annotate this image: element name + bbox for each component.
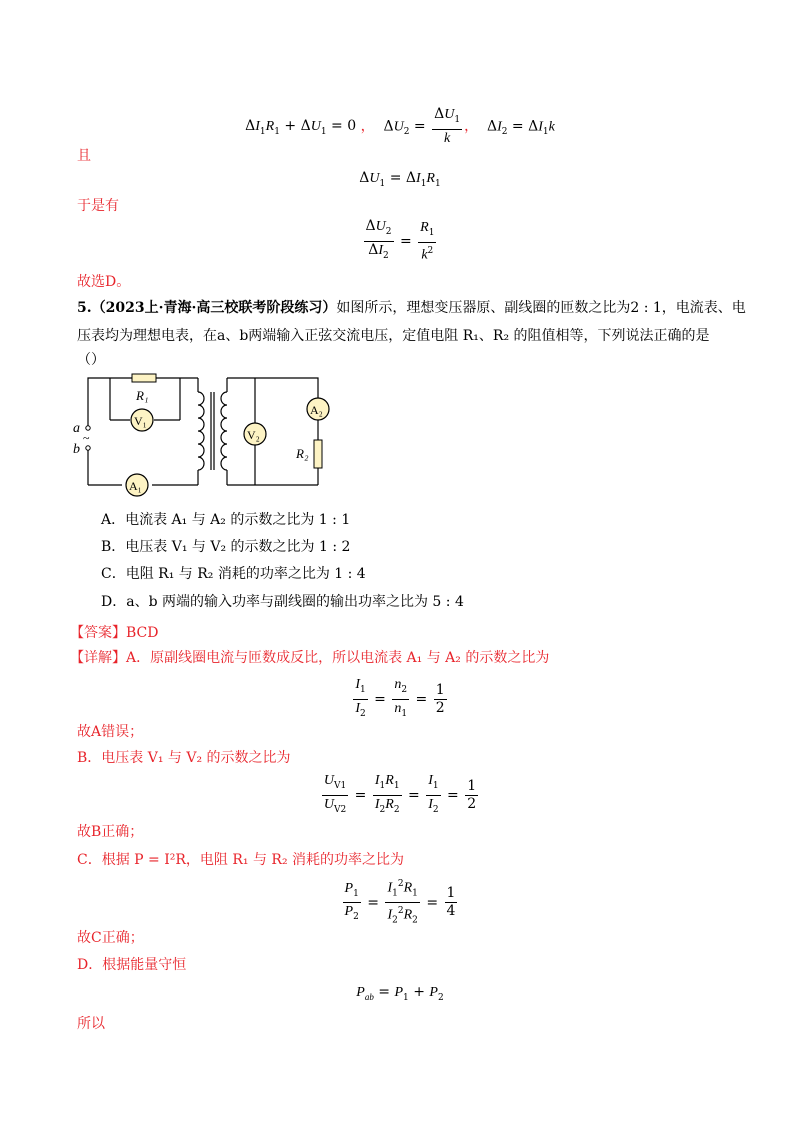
- question-source: （2023上·青海·高三校联考阶段练习）: [91, 300, 337, 316]
- equation-top-text: $\Delta I_1R_1 + \Delta U_1 = 0$: [245, 118, 361, 138]
- equation-du1: $\Delta U_1 = \Delta I_1R_1$: [359, 170, 441, 189]
- label-r1: R₁: [136, 388, 149, 403]
- gu-b: 故B正确；: [77, 824, 144, 840]
- detail-a-line: [70, 648, 549, 668]
- detail-c: C．根据 P = I²R，电阻 R₁ 与 R₂ 消耗的功率之比为: [77, 852, 405, 868]
- equation-i: $\frac{I_1}{I_2}$ = $\frac{n_2}{n_1}$ = $\frac{1}{2}$: [355, 677, 445, 719]
- question-5-line1: [77, 298, 746, 318]
- question-5-line2: 压表均为理想电表，在a、b两端输入正弦交流电压，定值电阻 R₁、R₂ 的阻值相等，下列说法正确的是: [77, 328, 710, 344]
- equation-u: $\frac{U_{V1}}{U_{V2}}$ = $\frac{I_1R_1}{I_2R_2}$ = $\frac{I_1}{I_2}$ = $\frac{1}{2}$: [323, 773, 477, 815]
- option-a: A．电流表 A₁ 与 A₂ 的示数之比为 1 : 1: [101, 512, 351, 528]
- terminal-a: [86, 426, 90, 430]
- text-qie: 且: [77, 148, 91, 164]
- label-v1: V₁: [134, 414, 147, 428]
- detail-b: B．电压表 V₁ 与 V₂ 的示数之比为: [77, 750, 291, 766]
- gu-c: 故C正确；: [77, 930, 144, 946]
- detail-label: 【详解】: [70, 650, 126, 666]
- question-text-1: 如图所示，理想变压器原、副线圈的匝数之比为2 : 1，电流表、电: [336, 300, 746, 316]
- option-c: C．电阻 R₁ 与 R₂ 消耗的功率之比为 1 : 4: [101, 566, 366, 582]
- text-suoyi: 所以: [77, 1016, 105, 1032]
- text-yushiyou: 于是有: [77, 198, 119, 214]
- label-v2: V₂: [247, 428, 260, 442]
- equation-p: $\frac{P_1}{P_2}$ = $\frac{I_1^2R_1}{I_2^2R_2}$ = $\frac{1}{4}$: [0, 876, 800, 930]
- detail-d: D．根据能量守恒: [77, 957, 187, 973]
- label-r2: R₂: [296, 446, 309, 461]
- detail-a-text: A．原副线圈电流与匝数成反比，所以电流表 A₁ 与 A₂ 的示数之比为: [126, 650, 550, 666]
- equation-top: $\Delta I_1R_1 + \Delta U_1 = 0$ ， $\Delta U_2$ = $\frac{\Delta U_1}{k}$ ， $\Delta I_2 = \Delta I_1k$: [245, 106, 555, 146]
- answer: 【答案】BCD: [70, 625, 159, 641]
- label-a2: A₂: [310, 403, 323, 417]
- label-b: b: [73, 442, 80, 457]
- gu-a: 故A错误；: [77, 724, 144, 740]
- label-a1: A₁: [129, 479, 142, 493]
- label-a: a: [73, 421, 80, 436]
- label-tilde: ~: [83, 431, 90, 445]
- resistor-r1: [132, 374, 156, 382]
- question-number: 5.: [77, 300, 92, 316]
- resistor-r2: [314, 440, 322, 468]
- text-guxuan: 故选D。: [77, 274, 131, 290]
- terminal-b: [86, 446, 90, 450]
- circuit-diagram: [70, 370, 340, 500]
- question-5-line3: （）: [77, 352, 105, 368]
- equation-ratio: $\frac{\Delta U_2}{\Delta I_2}$ = $\frac{R_1}{k^2}$: [365, 218, 435, 263]
- option-b: B．电压表 V₁ 与 V₂ 的示数之比为 1 : 2: [101, 539, 351, 555]
- option-d: D．a、b 两端的输入功率与副线圈的输出功率之比为 5 : 4: [101, 594, 464, 610]
- equation-pab: $P_{ab} = P_1 + P_2$: [356, 984, 444, 1003]
